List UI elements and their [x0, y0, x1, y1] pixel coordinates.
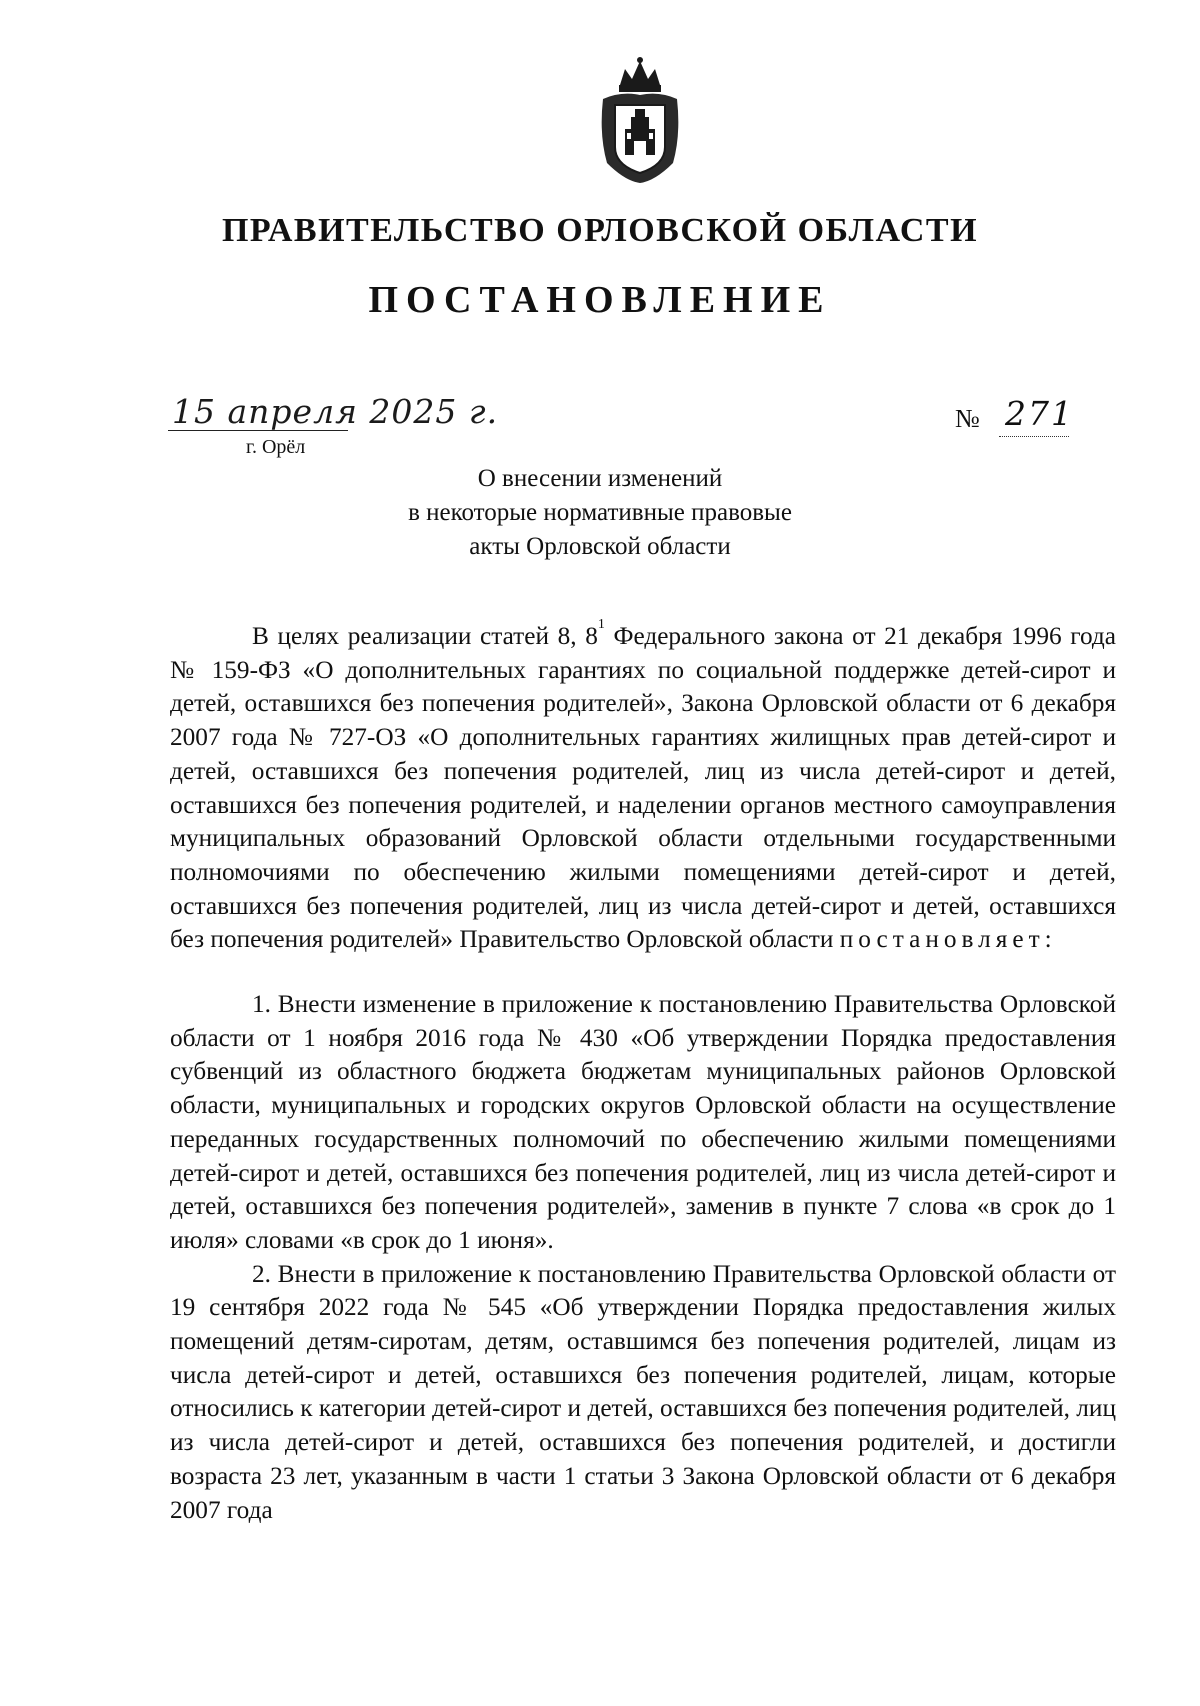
item-2-paragraph: 2. Внести в приложение к постановлению Правительства Орловской области от 19 сентября 2022 года № 545 «Об утверждении Порядка предоставления жилых помещений детям-сиротам, детям, оставшимся без попечения родителей, лицам из числа детей-сирот и детей, оставшихся без попечения родителей, лицам, которые относились к категории детей-сирот и детей, оставшихся без попечения родителей, лиц из числа детей-сирот и детей, оставшихся без попечения родителей, и достигли возраста 23 лет, указанным в части 1 статьи 3 Закона Орловской области от 6 декабря 2007 года [170, 1259, 1116, 1524]
date-handwriting: 15 апреля 2025 г. [172, 392, 499, 431]
subject-line-2: в некоторые нормативные правовые [408, 499, 792, 526]
preamble-superscript: 1 [597, 617, 605, 632]
document-number [955, 394, 1115, 438]
item-1-paragraph: 1. Внести изменение в приложение к постановлению Правительства Орловской области от 1 ноября 2016 года № 430 «Об утверждении Порядка предоставления субвенций из областного бюджета бюджетам муниципальных районов Орловской области, муниципальных и городских округов Орловской области на осуществление переданных государственных полномочий по обеспечению жилыми помещениями детей-сирот и детей, оставшихся без попечения родителей, лиц из числа детей-сирот и детей, оставшихся без попечения родителей», заменив в пункте 7 слова «в срок до 1 июля» словами «в срок до 1 июня». [170, 990, 1116, 1254]
number-handwriting: 271 [1005, 394, 1074, 433]
preamble-text: Федерального закона от 21 декабря 1996 года № 159-ФЗ «О дополнительных гарантиях по социальной поддержке детей-сирот и детей, оставшихся без попечения родителей», Закона Орловской области от 6 декабря 2007 года № 727-ОЗ «О дополнительных гарантиях жилищных прав детей-сирот и детей, оставшихся без попечения родителей, лиц из числа детей-сирот и детей, оставшихся без попечения родителей, и наделении органов местного самоуправления муниципальных образований Орловской области отдельными государственными полномочиями по обеспечению жилыми помещениями детей-сирот и детей, оставшихся без попечения родителей, лиц из числа детей-сирот и детей, оставшихся без попечения родителей» Правительство Орловской области [170, 622, 1116, 954]
preamble-start: В целях реализации статей 8, 8 [252, 622, 598, 650]
resolves-word: постановляет: [839, 925, 1057, 954]
document-subject [0, 462, 1200, 564]
paragraph-gap [170, 957, 1116, 988]
city-label: г. Орёл [246, 436, 306, 458]
document-body [170, 617, 1116, 1527]
orel-region-coat-of-arms-icon [595, 55, 685, 185]
government-name: ПРАВИТЕЛЬСТВО ОРЛОВСКОЙ ОБЛАСТИ [221, 212, 979, 249]
preamble-paragraph [170, 617, 1116, 957]
handwritten-date [168, 392, 499, 442]
date-underline [168, 430, 348, 431]
document-type-title: ПОСТАНОВЛЕНИЕ [368, 279, 832, 321]
number-sign: № [955, 404, 980, 433]
number-underline [999, 436, 1069, 437]
subject-line-1: О внесении изменений [477, 465, 723, 492]
subject-line-3: акты Орловской области [469, 533, 731, 560]
